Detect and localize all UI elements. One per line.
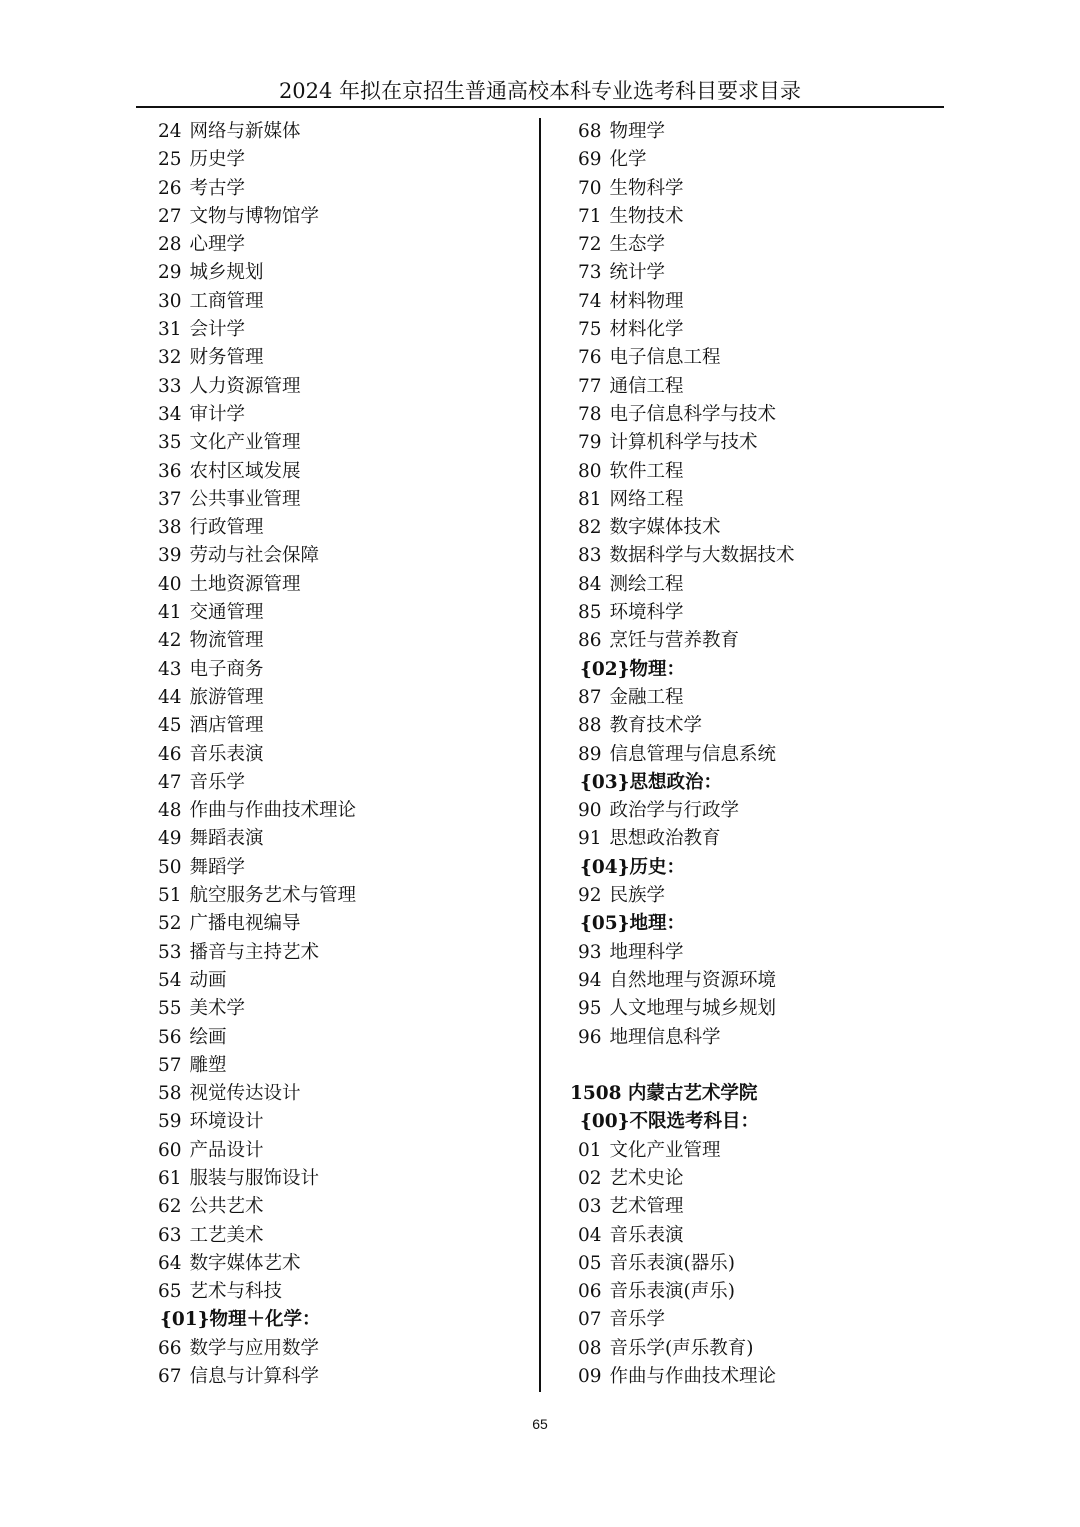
major-name: 公共艺术	[189, 1196, 264, 1218]
major-code: 01	[578, 1139, 602, 1161]
major-name: 数据科学与大数据技术	[609, 545, 795, 567]
major-name: 旅游管理	[189, 686, 264, 708]
major-item	[158, 741, 528, 769]
left-column	[158, 118, 528, 1391]
major-code: 78	[578, 403, 602, 425]
major-item	[570, 882, 940, 910]
major-code: 27	[158, 205, 182, 227]
major-item	[158, 429, 528, 457]
school-heading: 1508 内蒙古艺术学院	[570, 1083, 758, 1105]
major-code: 70	[578, 177, 602, 199]
major-code: 54	[158, 969, 182, 991]
major-code: 45	[158, 715, 182, 737]
major-item	[158, 1278, 528, 1306]
major-name: 人力资源管理	[189, 375, 301, 397]
major-code: 46	[158, 743, 182, 765]
major-code: 53	[158, 941, 182, 963]
major-item	[158, 401, 528, 429]
major-code: 50	[158, 856, 182, 878]
major-item	[158, 797, 528, 825]
major-name: 物流管理	[189, 630, 264, 652]
major-item	[158, 571, 528, 599]
major-code: 31	[158, 319, 182, 341]
major-code: 35	[158, 432, 182, 454]
major-name: 舞蹈学	[189, 856, 246, 878]
major-code: 43	[158, 658, 182, 680]
major-name: 作曲与作曲技术理论	[609, 1366, 777, 1388]
major-code: 82	[578, 517, 602, 539]
major-name: 广播电视编导	[189, 913, 301, 935]
major-name: 民族学	[609, 885, 666, 907]
major-item	[158, 175, 528, 203]
major-name: 视觉传达设计	[189, 1083, 301, 1105]
major-item	[158, 1193, 528, 1221]
major-item	[158, 316, 528, 344]
major-name: 烹饪与营养教育	[609, 630, 740, 652]
major-item	[570, 825, 940, 853]
major-item	[570, 684, 940, 712]
major-item	[570, 288, 940, 316]
major-item	[158, 1137, 528, 1165]
major-code: 75	[578, 319, 602, 341]
major-name: 信息与计算科学	[189, 1366, 320, 1388]
major-item	[570, 571, 940, 599]
major-code: 30	[158, 290, 182, 312]
major-item	[158, 627, 528, 655]
major-item	[570, 1024, 940, 1052]
major-code: 59	[158, 1111, 182, 1133]
major-code: 88	[578, 715, 602, 737]
major-name: 电子商务	[189, 658, 264, 680]
major-item	[570, 1137, 940, 1165]
major-name: 材料物理	[609, 290, 684, 312]
major-item	[570, 1335, 940, 1363]
major-code: 95	[578, 998, 602, 1020]
major-item	[158, 1052, 528, 1080]
major-code: 92	[578, 885, 602, 907]
major-item	[158, 203, 528, 231]
major-item	[570, 1165, 940, 1193]
major-code: 66	[158, 1337, 182, 1359]
major-item	[570, 231, 940, 259]
major-name: 音乐学(声乐教育)	[609, 1337, 754, 1359]
major-name: 会计学	[189, 319, 246, 341]
major-name: 文化产业管理	[609, 1139, 721, 1161]
major-code: 09	[578, 1366, 602, 1388]
major-item	[158, 910, 528, 938]
major-name: 土地资源管理	[189, 573, 301, 595]
subject-requirement-heading: {02}物理：	[580, 658, 686, 680]
major-code: 83	[578, 545, 602, 567]
major-name: 历史学	[189, 149, 246, 171]
major-name: 生物技术	[609, 205, 684, 227]
major-name: 雕塑	[189, 1054, 227, 1076]
major-item	[158, 373, 528, 401]
major-item	[158, 514, 528, 542]
major-item	[158, 288, 528, 316]
major-code: 65	[158, 1281, 182, 1303]
blank-line	[570, 1052, 940, 1080]
major-item	[158, 995, 528, 1023]
major-name: 音乐表演	[189, 743, 264, 765]
major-item	[570, 344, 940, 372]
major-code: 03	[578, 1196, 602, 1218]
major-name: 数字媒体艺术	[189, 1252, 301, 1274]
major-name: 统计学	[609, 262, 666, 284]
major-item	[570, 316, 940, 344]
major-name: 公共事业管理	[189, 488, 301, 510]
major-item	[570, 741, 940, 769]
major-name: 自然地理与资源环境	[609, 969, 777, 991]
major-name: 人文地理与城乡规划	[609, 998, 777, 1020]
major-name: 服装与服饰设计	[189, 1167, 320, 1189]
major-name: 城乡规划	[189, 262, 264, 284]
major-item	[570, 1193, 940, 1221]
major-code: 72	[578, 234, 602, 256]
page-header-title: 2024 年拟在京招生普通高校本科专业选考科目要求目录	[278, 79, 802, 103]
major-code: 67	[158, 1366, 182, 1388]
major-code: 40	[158, 573, 182, 595]
major-code: 08	[578, 1337, 602, 1359]
major-item	[570, 514, 940, 542]
major-item	[570, 1250, 940, 1278]
major-item	[158, 1222, 528, 1250]
major-code: 93	[578, 941, 602, 963]
major-code: 64	[158, 1252, 182, 1274]
major-code: 32	[158, 347, 182, 369]
major-name: 心理学	[189, 234, 246, 256]
major-item	[158, 1335, 528, 1363]
major-name: 舞蹈表演	[189, 828, 264, 850]
major-name: 音乐学	[609, 1309, 666, 1331]
major-code: 39	[158, 545, 182, 567]
major-code: 77	[578, 375, 602, 397]
major-name: 数字媒体技术	[609, 517, 721, 539]
major-item	[570, 458, 940, 486]
major-item	[158, 231, 528, 259]
major-code: 26	[158, 177, 182, 199]
major-item	[570, 967, 940, 995]
major-code: 90	[578, 800, 602, 822]
subject-requirement-heading: {05}地理：	[580, 913, 686, 935]
major-code: 89	[578, 743, 602, 765]
major-name: 财务管理	[189, 347, 264, 369]
major-code: 74	[578, 290, 602, 312]
major-item	[158, 967, 528, 995]
major-code: 07	[578, 1309, 602, 1331]
page-number: 65	[532, 1416, 548, 1432]
major-code: 37	[158, 488, 182, 510]
major-name: 环境设计	[189, 1111, 264, 1133]
major-code: 05	[578, 1252, 602, 1274]
major-code: 58	[158, 1083, 182, 1105]
major-item	[570, 1222, 940, 1250]
major-code: 62	[158, 1196, 182, 1218]
major-name: 考古学	[189, 177, 246, 199]
major-item	[570, 259, 940, 287]
major-name: 交通管理	[189, 602, 264, 624]
major-item	[570, 118, 940, 146]
major-name: 工商管理	[189, 290, 264, 312]
major-item	[570, 146, 940, 174]
major-code: 61	[158, 1167, 182, 1189]
major-item	[570, 429, 940, 457]
major-name: 作曲与作曲技术理论	[189, 800, 357, 822]
major-code: 29	[158, 262, 182, 284]
major-code: 04	[578, 1224, 602, 1246]
major-code: 47	[158, 771, 182, 793]
major-code: 55	[158, 998, 182, 1020]
major-item	[158, 854, 528, 882]
major-name: 工艺美术	[189, 1224, 264, 1246]
subject-requirement-heading: {01}物理＋化学：	[160, 1309, 321, 1331]
major-name: 电子信息科学与技术	[609, 403, 777, 425]
major-item	[570, 373, 940, 401]
major-item	[570, 599, 940, 627]
major-code: 79	[578, 432, 602, 454]
major-code: 51	[158, 885, 182, 907]
major-code: 42	[158, 630, 182, 652]
major-code: 52	[158, 913, 182, 935]
major-code: 24	[158, 121, 182, 142]
major-code: 85	[578, 602, 602, 624]
major-name: 计算机科学与技术	[609, 432, 758, 454]
major-name: 数学与应用数学	[189, 1337, 320, 1359]
major-name: 农村区域发展	[189, 460, 301, 482]
major-code: 86	[578, 630, 602, 652]
major-item	[158, 769, 528, 797]
major-code: 49	[158, 828, 182, 850]
major-name: 美术学	[189, 998, 246, 1020]
major-item	[570, 939, 940, 967]
major-code: 25	[158, 149, 182, 171]
major-item	[158, 542, 528, 570]
major-item	[158, 1363, 528, 1391]
major-item	[570, 203, 940, 231]
major-name: 物理学	[609, 121, 666, 142]
major-name: 金融工程	[609, 686, 684, 708]
major-name: 化学	[609, 149, 647, 171]
subject-requirement-heading: {03}思想政治：	[580, 771, 723, 793]
major-name: 播音与主持艺术	[189, 941, 320, 963]
major-item	[158, 656, 528, 684]
column-divider	[539, 118, 541, 1392]
major-item	[158, 1165, 528, 1193]
major-code: 56	[158, 1026, 182, 1048]
major-name: 地理科学	[609, 941, 684, 963]
major-code: 80	[578, 460, 602, 482]
major-name: 艺术史论	[609, 1167, 684, 1189]
right-column	[570, 118, 940, 1391]
major-name: 环境科学	[609, 602, 684, 624]
major-name: 文化产业管理	[189, 432, 301, 454]
subject-requirement-heading: {04}历史：	[580, 856, 686, 878]
major-item	[158, 259, 528, 287]
major-name: 通信工程	[609, 375, 684, 397]
major-name: 政治学与行政学	[609, 800, 740, 822]
major-code: 96	[578, 1026, 602, 1048]
major-code: 48	[158, 800, 182, 822]
major-item	[570, 627, 940, 655]
major-name: 动画	[189, 969, 227, 991]
major-name: 艺术管理	[609, 1196, 684, 1218]
major-code: 73	[578, 262, 602, 284]
major-code: 34	[158, 403, 182, 425]
major-name: 音乐表演(声乐)	[609, 1281, 735, 1303]
major-name: 思想政治教育	[609, 828, 721, 850]
major-name: 测绘工程	[609, 573, 684, 595]
major-item	[570, 542, 940, 570]
major-code: 91	[578, 828, 602, 850]
major-code: 76	[578, 347, 602, 369]
major-code: 69	[578, 149, 602, 171]
major-name: 航空服务艺术与管理	[189, 885, 357, 907]
major-item	[570, 175, 940, 203]
major-name: 审计学	[189, 403, 246, 425]
major-item	[158, 1250, 528, 1278]
major-item	[158, 1108, 528, 1136]
major-code: 87	[578, 686, 602, 708]
major-code: 57	[158, 1054, 182, 1076]
major-item	[570, 797, 940, 825]
major-name: 电子信息工程	[609, 347, 721, 369]
major-item	[570, 1363, 940, 1391]
major-name: 艺术与科技	[189, 1281, 283, 1303]
major-code: 94	[578, 969, 602, 991]
major-name: 地理信息科学	[609, 1026, 721, 1048]
major-name: 网络工程	[609, 488, 684, 510]
major-name: 信息管理与信息系统	[609, 743, 777, 765]
major-code: 36	[158, 460, 182, 482]
major-item	[570, 995, 940, 1023]
major-code: 28	[158, 234, 182, 256]
major-item	[158, 486, 528, 514]
major-code: 33	[158, 375, 182, 397]
major-name: 网络与新媒体	[189, 121, 301, 142]
major-item	[158, 684, 528, 712]
major-item	[570, 1306, 940, 1334]
major-item	[158, 1024, 528, 1052]
major-code: 38	[158, 517, 182, 539]
major-name: 教育技术学	[609, 715, 703, 737]
header-rule	[136, 106, 944, 108]
major-name: 音乐学	[189, 771, 246, 793]
major-code: 41	[158, 602, 182, 624]
major-item	[570, 401, 940, 429]
major-item	[158, 118, 528, 146]
major-item	[158, 344, 528, 372]
major-item	[570, 1278, 940, 1306]
major-code: 63	[158, 1224, 182, 1246]
major-item	[158, 599, 528, 627]
subject-requirement-heading: {00}不限选考科目：	[580, 1111, 760, 1133]
major-code: 84	[578, 573, 602, 595]
major-code: 44	[158, 686, 182, 708]
major-code: 06	[578, 1281, 602, 1303]
major-name: 产品设计	[189, 1139, 264, 1161]
major-item	[158, 1080, 528, 1108]
major-item	[570, 486, 940, 514]
major-code: 02	[578, 1167, 602, 1189]
major-name: 软件工程	[609, 460, 684, 482]
major-name: 行政管理	[189, 517, 264, 539]
major-item	[158, 712, 528, 740]
major-name: 材料化学	[609, 319, 684, 341]
major-name: 绘画	[189, 1026, 227, 1048]
major-name: 生物科学	[609, 177, 684, 199]
major-name: 酒店管理	[189, 715, 264, 737]
major-name: 音乐表演(器乐)	[609, 1252, 735, 1274]
major-item	[158, 458, 528, 486]
major-item	[158, 825, 528, 853]
major-code: 68	[578, 121, 602, 142]
major-item	[158, 882, 528, 910]
major-item	[570, 712, 940, 740]
major-name: 音乐表演	[609, 1224, 684, 1246]
major-name: 劳动与社会保障	[189, 545, 320, 567]
major-name: 文物与博物馆学	[189, 205, 320, 227]
major-name: 生态学	[609, 234, 666, 256]
major-code: 71	[578, 205, 602, 227]
major-item	[158, 939, 528, 967]
major-item	[158, 146, 528, 174]
major-code: 81	[578, 488, 602, 510]
major-code: 60	[158, 1139, 182, 1161]
